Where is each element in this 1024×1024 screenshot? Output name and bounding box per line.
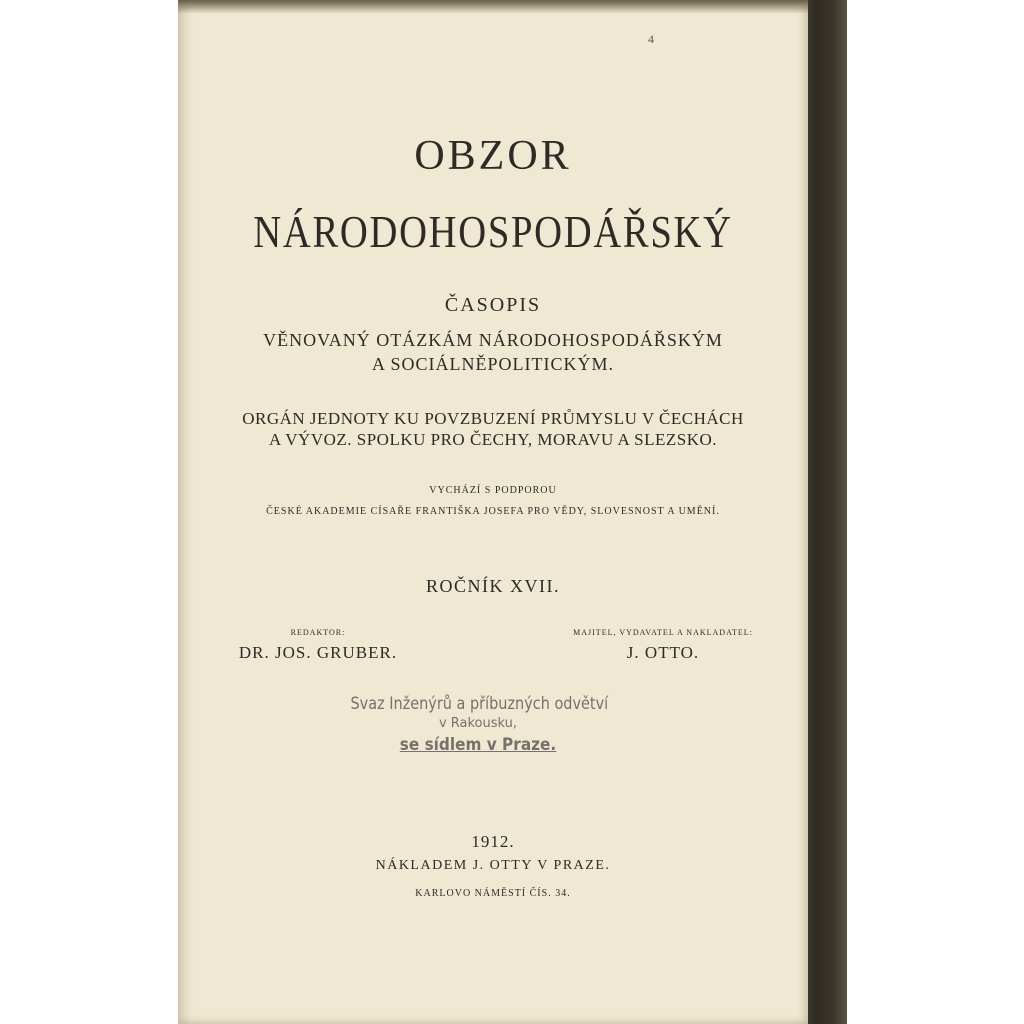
- organ-line-2: A VÝVOZ. SPOLKU PRO ČECHY, MORAVU A SLEZSKO.: [268, 430, 718, 449]
- page-top-shadow: [178, 0, 808, 14]
- editor-role: REDAKTOR:: [290, 628, 346, 637]
- publisher-role: MAJITEL, VYDAVATEL A NAKLADATEL:: [573, 628, 753, 637]
- imprint: NÁKLADEM J. OTTY V PRAZE.: [375, 858, 611, 873]
- title-page: [178, 0, 808, 1024]
- editor-credit: [218, 628, 418, 663]
- book-spine: [802, 0, 847, 1024]
- publication-year: 1912.: [471, 832, 515, 851]
- stamp-line-2: v Rakousku,: [438, 716, 518, 731]
- title-main: NÁRODOHOSPODÁŘSKÝ: [253, 206, 733, 257]
- stamp-line-1: Svaz Inženýrů a příbuzných odvětví: [350, 694, 609, 714]
- subtitle: ČASOPIS: [444, 294, 542, 316]
- publisher-credit: [548, 628, 778, 663]
- support-line-1: VYCHÁZÍ S PODPOROU: [429, 485, 557, 496]
- editor-name: DR. JOS. GRUBER.: [238, 643, 398, 662]
- publisher-address: KARLOVO NÁMĚSTÍ ČÍS. 34.: [415, 888, 571, 899]
- volume-number: ROČNÍK XVII.: [426, 576, 560, 596]
- library-stamp: [328, 690, 628, 780]
- pen-mark: 4: [648, 32, 654, 46]
- organ-line-1: ORGÁN JEDNOTY KU POVZBUZENÍ PRŮMYSLU V ČECHÁCH: [242, 409, 744, 428]
- description-line-1: VĚNOVANÝ OTÁZKÁM NÁRODOHOSPODÁŘSKÝM: [263, 330, 723, 350]
- support-line-2: ČESKÉ AKADEMIE CÍSAŘE FRANTIŠKA JOSEFA PRO VĚDY, SLOVESNOST A UMĚNÍ.: [266, 506, 720, 517]
- publisher-name: J. OTTO.: [626, 643, 700, 662]
- stamp-line-3: se sídlem v Praze.: [399, 735, 557, 755]
- title-top: OBZOR: [414, 133, 572, 179]
- description-line-2: A SOCIÁLNĚPOLITICKÝM.: [371, 354, 614, 374]
